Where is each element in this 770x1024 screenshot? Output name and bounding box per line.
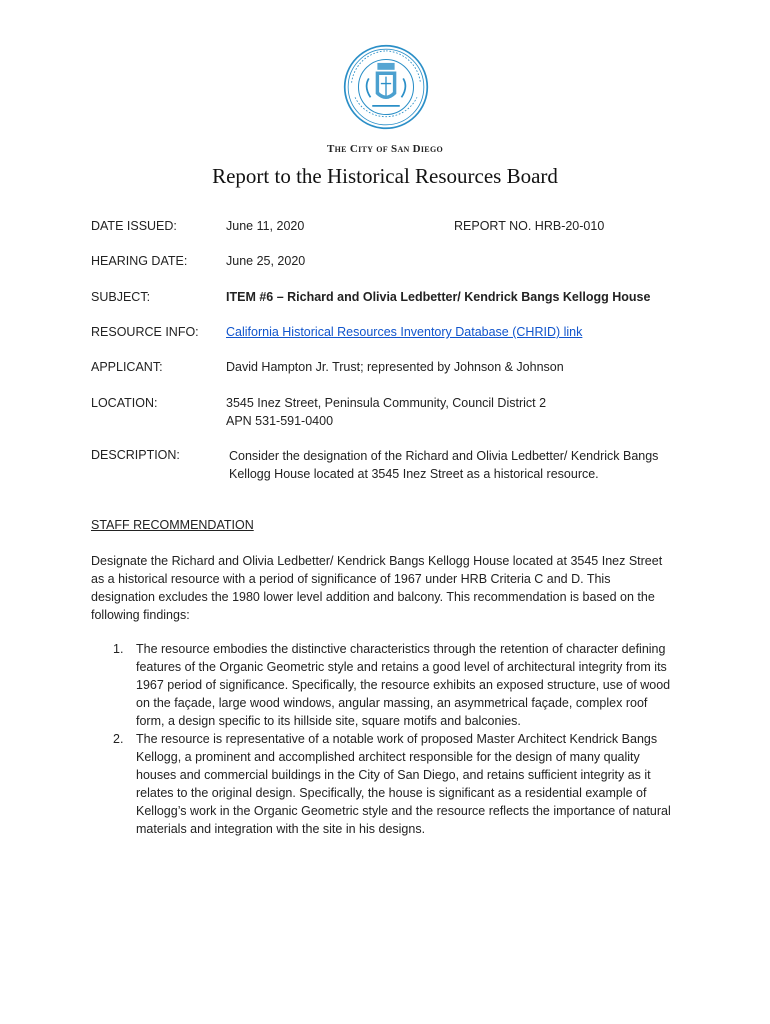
applicant-label: APPLICANT: — [91, 360, 163, 374]
description-label: DESCRIPTION: — [91, 448, 180, 462]
hearing-date-value: June 25, 2020 — [226, 254, 306, 268]
location-label: LOCATION: — [91, 396, 158, 410]
page-title: Report to the Historical Resources Board — [212, 164, 558, 188]
city-seal-icon — [343, 44, 429, 130]
applicant-value: David Hampton Jr. Trust; represented by Johnson & Johnson — [226, 360, 564, 374]
chrid-link[interactable]: California Historical Resources Inventory Database (CHRID) link — [226, 325, 583, 339]
location-apn: APN 531-591-0400 — [226, 414, 334, 428]
hearing-date-label: HEARING DATE: — [91, 254, 188, 268]
date-issued-label: DATE ISSUED: — [91, 219, 177, 233]
finding-item — [91, 640, 676, 730]
resource-info-label: RESOURCE INFO: — [91, 325, 199, 339]
description-value: Consider the designation of the Richard and Olivia Ledbetter/ Kendrick Bangs Kellogg House located at 3545 Inez Street as a historical resource. — [229, 449, 659, 481]
finding-number: 1. — [113, 642, 124, 656]
finding-number: 2. — [113, 732, 124, 746]
city-name: The City of San Diego — [327, 143, 443, 155]
staff-recommendation-intro: Designate the Richard and Olivia Ledbetter/ Kendrick Bangs Kellogg House located at 3545 Inez Street as a historical resource with a period of significance of 1967 under HRB Criteria C and D. This designation excludes the 1980 lower level addition and balcony. This recommendation is based on the following findings: — [91, 554, 663, 622]
finding-item — [91, 730, 676, 838]
staff-recommendation-heading: STAFF RECOMMENDATION — [91, 518, 254, 532]
report-number: REPORT NO. HRB-20-010 — [454, 219, 605, 233]
finding-text: The resource is representative of a notable work of proposed Master Architect Kendrick Bangs Kellogg, a prominent and accomplished architect responsible for the design of many quality houses and commercial buildings in the City of San Diego, and retains sufficient integrity as it relates to the original design. Specifically, the house is significant as a residential example of Kellogg’s work in the Organic Geometric style and the resource reflects the importance of natural materials and integration with the site in his designs. — [136, 732, 671, 836]
finding-text: The resource embodies the distinctive characteristics through the retention of character defining features of the Organic Geometric style and retains a good level of architectural integrity from its 1967 period of significance. Specifically, the resource exhibits an exposed structure, use of wood on the façade, large wood windows, angular massing, an asymmetrical façade, complex roof form, a design specific to its hillside site, square motifs and balconies. — [136, 642, 671, 728]
subject-label: SUBJECT: — [91, 290, 151, 304]
date-issued-value: June 11, 2020 — [226, 219, 305, 233]
subject-value: ITEM #6 – Richard and Olivia Ledbetter/ Kendrick Bangs Kellogg House — [226, 290, 651, 304]
findings-list — [91, 640, 676, 838]
location-line1: 3545 Inez Street, Peninsula Community, Council District 2 — [226, 396, 547, 410]
